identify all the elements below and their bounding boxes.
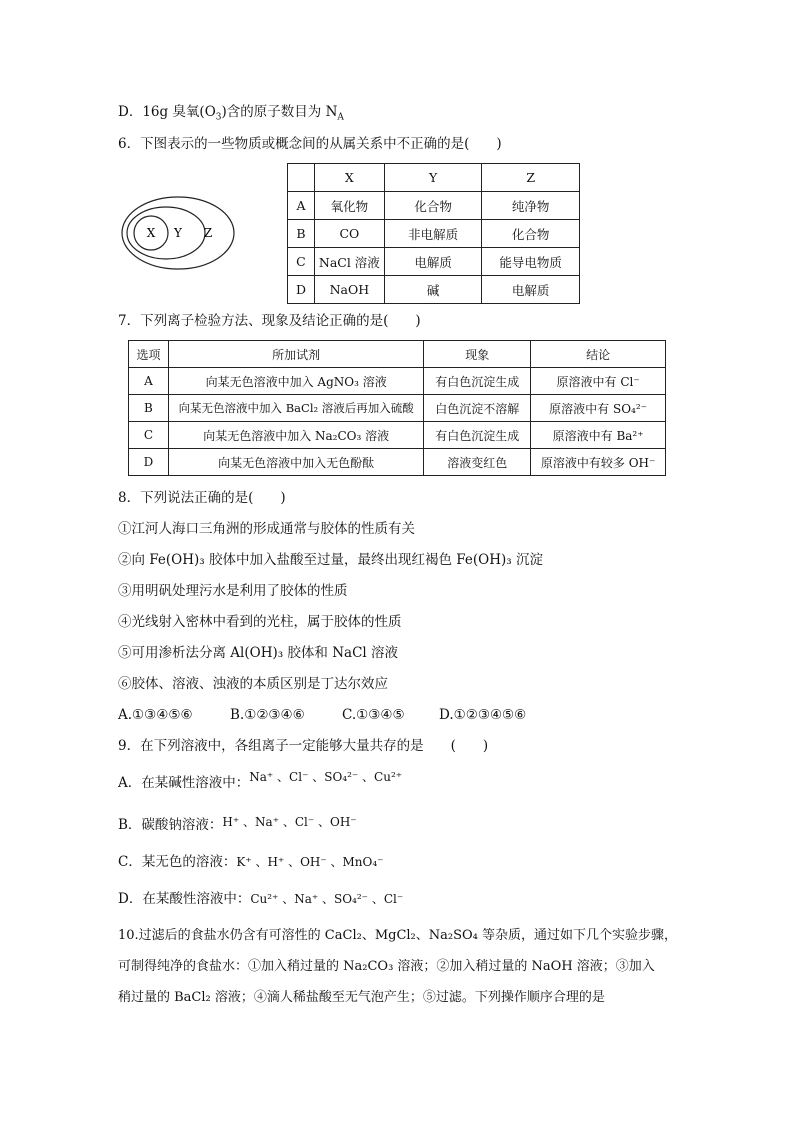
q8-item: ⑥胶体、溶液、浊液的本质区别是丁达尔效应 <box>118 676 388 692</box>
table-cell: C <box>288 248 315 276</box>
table-row <box>288 220 580 248</box>
table-cell: 化合物 <box>482 220 580 248</box>
table-cell: Y <box>384 164 482 192</box>
table-row <box>288 248 580 276</box>
table-cell: 溶液变红色 <box>424 449 531 476</box>
table-cell: CO <box>314 220 384 248</box>
q7-table <box>128 340 666 476</box>
venn-diagram <box>120 193 240 275</box>
table-cell: 所加试剂 <box>168 341 424 368</box>
table-cell: D <box>129 449 169 476</box>
q10-line: 10.过滤后的食盐水仍含有可溶性的 CaCl₂、MgCl₂、Na₂SO₄ 等杂质，通过如下几个实验步骤， <box>118 928 678 943</box>
table-cell: 纯净物 <box>482 192 580 220</box>
q9-option-c: C．某无色的溶液：K⁺ 、H⁺ 、OH⁻ 、MnO₄⁻ <box>118 854 384 870</box>
table-cell: 有白色沉淀生成 <box>424 422 531 449</box>
table-cell: C <box>129 422 169 449</box>
table-cell: A <box>288 192 315 220</box>
table-row <box>129 395 666 422</box>
q9-stem: 9．在下列溶液中，各组离子一定能够大量共存的是 ( ) <box>118 738 489 754</box>
q8-item: ②向 Fe(OH)₃ 胶体中加入盐酸至过量，最终出现红褐色 Fe(OH)₃ 沉淀 <box>118 552 543 568</box>
table-cell: 结论 <box>531 341 666 368</box>
q9-option-b: B．碳酸钠溶液：H⁺ 、Na⁺ 、Cl⁻ 、OH⁻ <box>118 815 357 833</box>
table-header-row <box>129 341 666 368</box>
table-row <box>129 368 666 395</box>
q8-option-d: D.①②③④⑤⑥ <box>439 707 527 723</box>
table-cell: X <box>314 164 384 192</box>
table-cell: NaCl 溶液 <box>314 248 384 276</box>
q10-line: 稍过量的 BaCl₂ 溶液；④滴人稀盐酸至无气泡产生；⑤过滤。下列操作顺序合理的是 <box>118 990 605 1005</box>
table-cell: 原溶液中有 Ba²⁺ <box>531 422 666 449</box>
q7-stem: 7．下列离子检验方法、现象及结论正确的是( ) <box>118 313 421 329</box>
table-cell: Z <box>482 164 580 192</box>
table-cell: 电解质 <box>482 276 580 304</box>
table-cell: 选项 <box>129 341 169 368</box>
table-cell: 有白色沉淀生成 <box>424 368 531 395</box>
table-row <box>129 449 666 476</box>
venn-y-label: Y <box>174 226 182 240</box>
table-cell: 化合物 <box>384 192 482 220</box>
q6-stem: 6．下图表示的一些物质或概念间的从属关系中不正确的是( ) <box>118 136 502 152</box>
table-cell: 能导电物质 <box>482 248 580 276</box>
table-header-row <box>288 164 580 192</box>
q8-item: ⑤可用渗析法分离 Al(OH)₃ 胶体和 NaCl 溶液 <box>118 645 399 661</box>
table-cell: 向某无色溶液中加入 BaCl₂ 溶液后再加入硫酸 <box>168 395 424 422</box>
table-row <box>129 422 666 449</box>
table-cell: 原溶液中有 SO₄²⁻ <box>531 395 666 422</box>
table-cell: 向某无色溶液中加入无色酚酞 <box>168 449 424 476</box>
table-cell: 现象 <box>424 341 531 368</box>
table-cell: 向某无色溶液中加入 AgNO₃ 溶液 <box>168 368 424 395</box>
table-cell: 非电解质 <box>384 220 482 248</box>
q8-item: ④光线射入密林中看到的光柱，属于胶体的性质 <box>118 614 402 630</box>
table-row <box>288 192 580 220</box>
q8-option-b: B.①②③④⑥ <box>230 707 305 723</box>
venn-y-ellipse <box>127 207 205 259</box>
q8-item: ③用明矾处理污水是利用了胶体的性质 <box>118 583 348 599</box>
q8-option-a: A.①③④⑤⑥ <box>118 707 193 723</box>
table-cell: A <box>129 368 169 395</box>
q6-table <box>287 163 580 304</box>
table-cell: B <box>129 395 169 422</box>
venn-z-label: Z <box>203 226 213 240</box>
table-cell: 原溶液中有 Cl⁻ <box>531 368 666 395</box>
q8-options <box>118 705 526 725</box>
q5-option-d: D．16g 臭氧$(O_3)$含的原子数目为 $N_A$ <box>118 104 344 123</box>
q8-item: ①江河人海口三角洲的形成通常与胶体的性质有关 <box>118 521 415 537</box>
table-cell: 氧化物 <box>314 192 384 220</box>
table-cell: NaOH <box>314 276 384 304</box>
q8-stem: 8．下列说法正确的是( ) <box>118 490 286 506</box>
q10-line: 可制得纯净的食盐水：①加入稍过量的 Na₂CO₃ 溶液；②加入稍过量的 NaOH 溶液；③加入 <box>118 959 655 974</box>
table-cell <box>288 164 315 192</box>
table-cell: 碱 <box>384 276 482 304</box>
q8-option-c: C.①③④⑤ <box>342 707 405 723</box>
table-cell: 白色沉淀不溶解 <box>424 395 531 422</box>
q9-option-a: A．在某碱性溶液中：Na⁺ 、Cl⁻ 、SO₄²⁻ 、Cu²⁺ <box>118 770 403 791</box>
venn-x-label: X <box>146 226 156 240</box>
table-cell: 原溶液中有较多 OH⁻ <box>531 449 666 476</box>
q9-option-d: D．在某酸性溶液中：Cu²⁺ 、Na⁺ 、SO₄²⁻ 、Cl⁻ <box>118 891 404 907</box>
table-cell: D <box>288 276 315 304</box>
table-cell: 向某无色溶液中加入 Na₂CO₃ 溶液 <box>168 422 424 449</box>
table-cell: B <box>288 220 315 248</box>
table-row <box>288 276 580 304</box>
table-cell: 电解质 <box>384 248 482 276</box>
